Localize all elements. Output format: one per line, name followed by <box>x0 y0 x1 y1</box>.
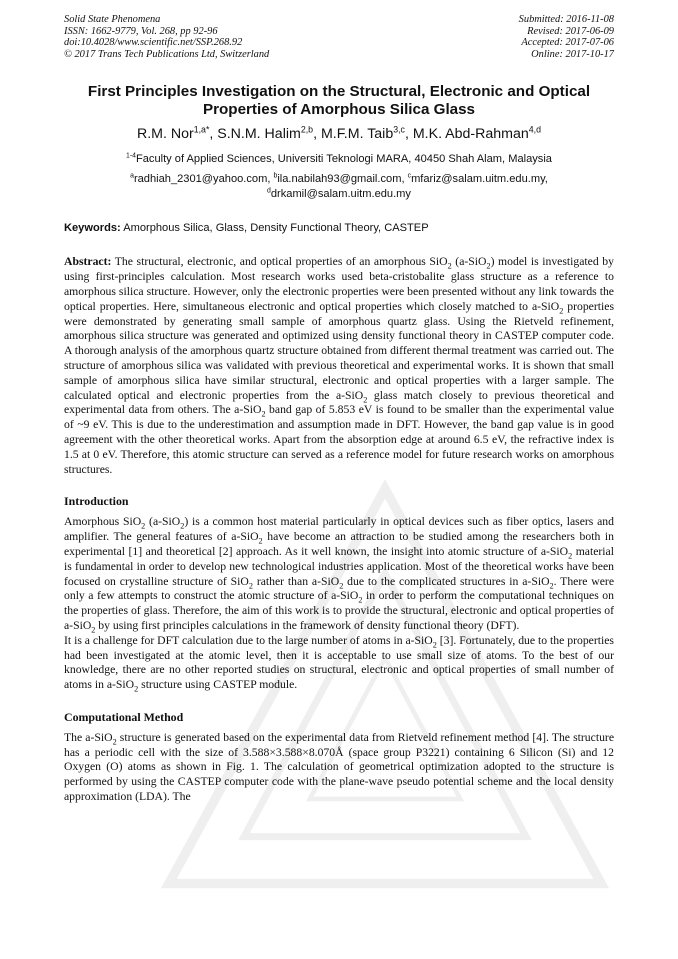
journal-copyright: © 2017 Trans Tech Publications Ltd, Switzerland <box>64 48 270 60</box>
abstract-label: Abstract: <box>64 255 112 269</box>
keywords <box>64 221 614 235</box>
journal-header <box>64 14 614 60</box>
email-link[interactable]: mfariz@salam.uitm.edu.my, <box>411 173 548 186</box>
keywords-label: Keywords: <box>64 222 121 235</box>
journal-doi: doi:10.4028/www.scientific.net/SSP.268.92 <box>64 37 243 49</box>
abstract <box>64 255 614 477</box>
date-accepted: Accepted: 2017-07-06 <box>521 37 614 49</box>
affiliation-text: Faculty of Applied Sciences, Universiti Teknologi MARA, 40450 Shah Alam, Malaysia <box>135 153 552 166</box>
email-mark: a <box>130 172 134 180</box>
email-mark: b <box>273 172 278 180</box>
publication-dates <box>519 14 614 60</box>
journal-info <box>64 14 269 60</box>
email-mark: d <box>267 187 271 195</box>
section-heading-introduction: Introduction <box>64 494 129 509</box>
author-name: M.K. Abd-Rahman <box>412 126 529 143</box>
title-line-2: Properties of Amorphous Silica Glass <box>202 101 476 119</box>
paper-title <box>64 83 614 119</box>
author-affiliation-mark: 3,c <box>393 124 405 135</box>
author-name: R.M. Nor <box>136 126 194 143</box>
introduction-paragraph-1: Amorphous SiO$_2$ (a-SiO$_2$) is a common host material particularly in optical devices such as fiber optics, lasers and amplifier. The general features of a-SiO$_2$ have become an attraction to be studied among the researchers both in experimental [1] and theoretical [2] approach. As it well known, the insight into atomic structure of a-SiO$_2$ material is fundamental in order to develop new technological industries application. Most of the theoretical works have been focused on crystalline structure of SiO$_2$ rather than a-SiO$_2$ due to the complicated structures in a-SiO$_2$. There were only a few attempts to construct the atomic structure of a-SiO$_2$ in order to perform the computational techniques on the properties of glass. Therefore, the aim of this work is to provide the structural, electronic and optical properties of a-SiO$_2$ by using first principles calculations in the framework of density functional theory (DFT). <box>64 515 615 635</box>
date-revised: Revised: 2017-06-09 <box>527 25 614 37</box>
journal-name: Solid State Phenomena <box>64 14 161 25</box>
author-name: S.N.M. Halim <box>217 126 301 143</box>
email-link[interactable]: ila.nabilah93@gmail.com, <box>277 173 405 186</box>
author-affiliation-mark: 2,b <box>300 124 314 135</box>
title-line-1: First Principles Investigation on the Structural, Electronic and Optical <box>87 83 591 101</box>
introduction-paragraph-2: It is a challenge for DFT calculation due to the large number of atoms in a-SiO$_2$ [3]. Fortunately, due to the properties had been investigated at the atomic level, then it is acceptable to use small size of atoms. To the best of our knowledge, there are no other reported studies on structural, electronic and optical properties of small number of atoms in a-SiO$_2$ structure using CASTEP module. <box>64 633 614 694</box>
author-affiliation-mark: 1,a* <box>193 124 210 135</box>
affiliation <box>64 152 614 166</box>
author-affiliation-mark: 4,d <box>528 124 542 135</box>
computational-paragraph-1: The a-SiO$_2$ structure is generated based on the experimental data from Rietveld refinement method [4]. The structure has a periodic cell with the size of 3.588×3.588×8.070Å (space group P3221) containing 6 Silicon (Si) and 12 Oxygen (O) atoms as shown in Fig. 1. The calculation of geometrical optimization adopted to the structure is performed by using the CASTEP computer code with the plane-wave pseudo potential scheme and the local density approximation (LDA). The <box>64 730 615 804</box>
author-list: R.M. Nor$^{1,a*}$, S.N.M. Halim$^{2,b}$, M.F.M. Taib$^{3,c}$, M.K. Abd-Rahman$^{4,d}$ <box>136 124 542 143</box>
email-link[interactable]: radhiah_2301@yahoo.com, <box>133 173 271 186</box>
author-name: M.F.M. Taib <box>320 126 394 143</box>
section-heading-computational-method: Computational Method <box>64 709 184 724</box>
date-online: Online: 2017-10-17 <box>531 48 614 60</box>
journal-issn: ISSN: 1662-9779, Vol. 268, pp 92-96 <box>64 25 218 37</box>
author-emails <box>64 172 614 202</box>
affiliation-mark: 1-4 <box>126 152 136 160</box>
email-link[interactable]: drkamil@salam.uitm.edu.my <box>270 188 411 201</box>
date-submitted: Submitted: 2016-11-08 <box>518 14 614 25</box>
email-mark: c <box>407 172 412 180</box>
keywords-text: Amorphous Silica, Glass, Density Functional Theory, CASTEP <box>123 222 429 235</box>
abstract-text: The structural, electronic, and optical properties of an amorphous SiO$_2$ (a-SiO$_2$) model is investigated by using first-principles calculation. Most research works used beta-cristobalite glass structure as a reference to amorphous silica structure. However, only the electronic properties were been presented without any link towards the optical properties. Here, simultaneous electronic and optical properties which closely matched to a-SiO$_2$ properties were demonstrated by generating small sample of amorphous quartz glass. Using the Rietveld refinement, amorphous silica structure was generated and optimized using density functional theory in CASTEP computer code. A thorough analysis of the amorphous quartz structure obtained from different thermal treatment was carried out. The structure of amorphous silica was validated with previous theoretical and experimental works. It is shown that small sample of amorphous silica have similar structural, electronic and optical properties with a larger sample. The calculated optical and electronic properties from the a-SiO$_2$ glass match closely to previous theoretical and experimental data from others. The a-SiO$_2$ band gap of 5.853 eV is found to be smaller than the experimental value of ~9 eV. This is due to the underestimation and assumption made in DFT. However, the band gap value is in good agreement with the other theoretical works. Apart from the absorption edge at around 6.5 eV, the refractive index is 1.5 at 0 eV. Therefore, this atomic structure can served as a reference model for future research works on amorphous structures. <box>64 255 615 476</box>
